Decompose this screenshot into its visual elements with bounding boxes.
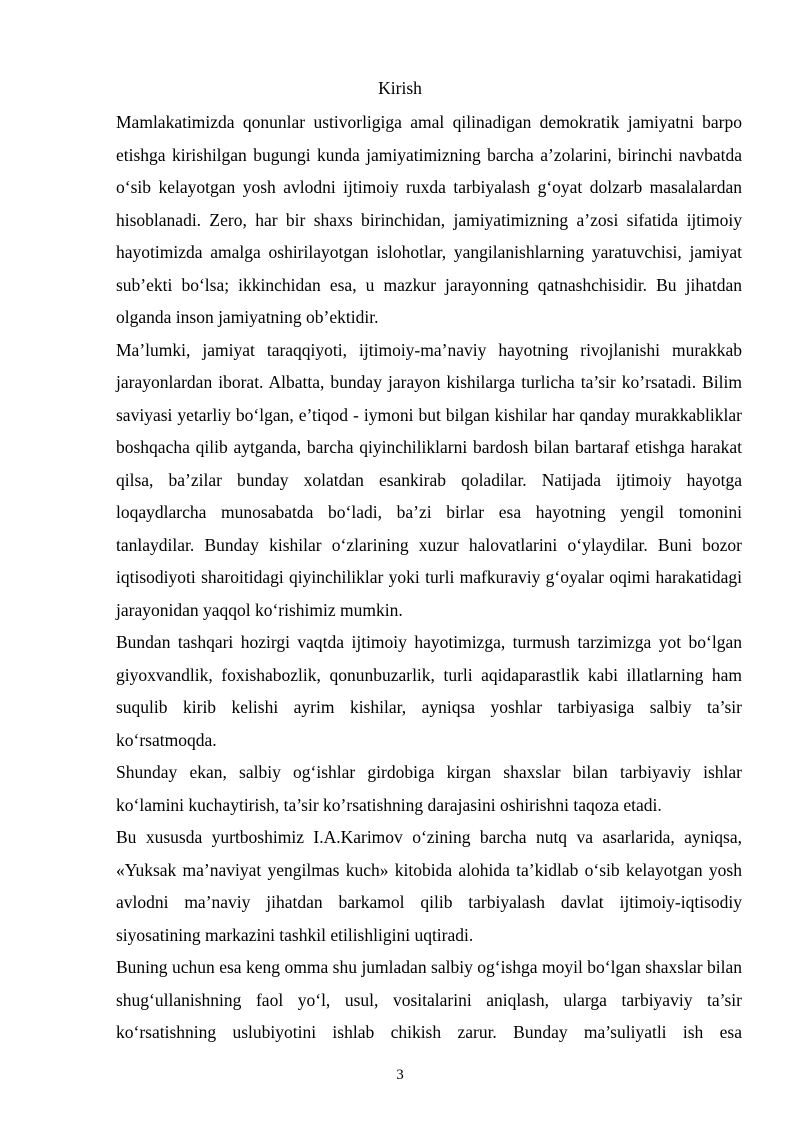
paragraph-4: Shunday ekan, salbiy og‘ishlar girdobiga kirgan shaxslar bilan tarbiyaviy ishlar ko‘lamini kuchaytirish, ta’sir ko’rsatishning darajasini oshirishni taqoza etadi.	[116, 762, 742, 815]
paragraph-3: Bundan tashqari hozirgi vaqtda ijtimoiy hayotimizga, turmush tarzimizga yot bo‘lgan giyoxvandlik, foxishabozlik, qonunbuzarlik, turli aqidaparastlik kabi illatlarning ham suqulib kirib kelishi ayrim kishilar, ayniqsa yoshlar tarbiyasiga salbiy ta’sir ko‘rsatmoqda.	[116, 632, 742, 750]
paragraph-5: Bu xususda yurtboshimiz I.A.Karimov o‘zining barcha nutq va asarlarida, ayniqsa, «Yuksak ma’naviyat yengilmas kuch» kitobida alohida ta’kidlab o‘sib kelayotgan yosh avlodni ma’naviy jihatdan barkamol qilib tarbiyalash davlat ijtimoiy-iqtisodiy siyosatining markazini tashkil etilishligini uqtiradi.	[116, 827, 742, 945]
paragraph-1: Mamlakatimizda qonunlar ustivorligiga amal qilinadigan demokratik jamiyatni barpo etishga kirishilgan bugungi kunda jamiyatimizning barcha a’zolarini, birinchi navbatda o‘sib kelayotgan yosh avlodni ijtimoiy ruxda tarbiyalash g‘oyat dolzarb masalalardan hisoblanadi. Zero, har bir shaxs birinchidan, jamiyatimizning a’zosi sifatida ijtimoiy hayotimizda amalga oshirilayotgan islohotlar, yangilanishlarning yaratuvchisi, jamiyat sub’ekti bo‘lsa; ikkinchidan esa, u mazkur jarayonning qatnashchisidir. Bu jihatdan olganda inson jamiyatning ob’ektidir.	[116, 112, 742, 327]
page-heading: Kirish	[378, 78, 422, 98]
page-number: 3	[396, 1067, 404, 1083]
paragraph-2: Ma’lumki, jamiyat taraqqiyoti, ijtimoiy-ma’naviy hayotning rivojlanishi murakkab jarayonlardan iborat. Albatta, bunday jarayon kishilarga turlicha ta’sir ko’rsatadi. Bilim saviyasi yetarliy bo‘lgan, e’tiqod - iymoni but bilgan kishilar har qanday murakkabliklar boshqacha qilib aytganda, barcha qiyinchiliklarni bardosh bilan bartaraf etishga harakat qilsa, ba’zilar bunday xolatdan esankirab qoladilar. Natijada ijtimoiy hayotga loqaydlarcha munosabatda bo‘ladi, ba’zi birlar esa hayotning yengil tomonini tanlaydilar. Bunday kishilar o‘zlarining xuzur halovatlarini o‘ylaydilar. Buni bozor iqtisodiyoti sharoitidagi qiyinchiliklar yoki turli mafkuraviy g‘oyalar oqimi harakatidagi jarayonidan yaqqol ko‘rishimiz mumkin.	[116, 339, 742, 620]
body-text	[116, 106, 742, 1049]
paragraph-6: Buning uchun esa keng omma shu jumladan salbiy og‘ishga moyil bo‘lgan shaxslar bilan shug‘ullanishning faol yo‘l, usul, vositalarini aniqlash, ularga tarbiyaviy ta’sir ko‘rsatishning uslubiyotini ishlab chikish zarur. Bunday ma’suliyatli ish esa	[116, 957, 742, 1042]
